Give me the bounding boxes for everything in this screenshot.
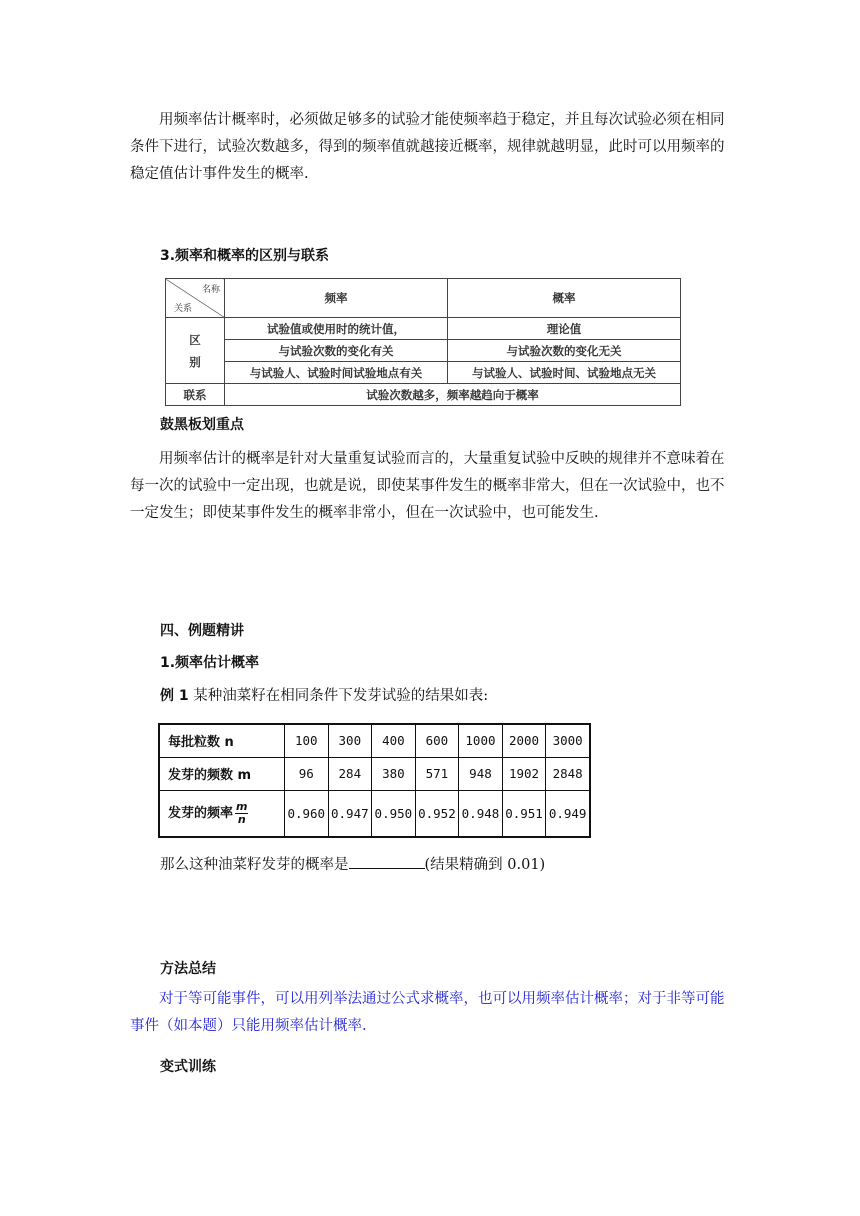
paragraph-frequency-estimate: 用频率估计概率时，必须做足够多的试验才能使频率趋于稳定，并且每次试验必须在相同条件下进行，试验次数越多，得到的频率值就越接近概率，规律就越明显，此时可以用频率的稳定值估计事件发生的概率. [130, 112, 725, 182]
question-prefix: 那么这种油菜籽发芽的概率是 [160, 857, 349, 873]
n-value: 2000 [502, 724, 546, 757]
subsection-1-title: 1.频率估计概率 [160, 655, 260, 671]
paragraph-large-trials: 用频率估计的概率是针对大量重复试验而言的，大量重复试验中反映的规律并不意味着在每一次的试验中一定出现，也就是说，即使某事件发生的概率非常大，但在一次试验中，也不一定发生；即使某事件发生的概率非常小，但在一次试验中，也可能发生. [130, 451, 725, 521]
example-1-text: 某种油菜籽在相同条件下发芽试验的结果如表: [193, 688, 489, 704]
n-value: 1000 [459, 724, 503, 757]
row-label-germination-frequency [159, 790, 285, 837]
m-value: 571 [415, 757, 459, 790]
m-value: 96 [285, 757, 329, 790]
relation-label: 联系 [166, 384, 225, 406]
freq-value: 0.947 [328, 790, 372, 837]
variant-training-title: 变式训练 [160, 1059, 216, 1075]
m-value: 1902 [502, 757, 546, 790]
diff-row-1-prob: 理论值 [448, 318, 681, 340]
m-value: 284 [328, 757, 372, 790]
freq-value: 0.949 [546, 790, 590, 837]
highlight-title: 鼓黑板划重点 [160, 417, 244, 433]
m-value: 2848 [546, 757, 590, 790]
fraction-denominator: n [237, 812, 246, 826]
corner-label-relation: 关系 [174, 304, 193, 314]
frequency-label-text: 发芽的频率 [168, 805, 234, 821]
freq-value: 0.948 [459, 790, 503, 837]
example-1 [160, 683, 760, 710]
question-line [160, 852, 760, 879]
row-label-batch-count: 每批粒数 n [159, 724, 285, 757]
n-value: 300 [328, 724, 372, 757]
section-4-title: 四、例题精讲 [160, 623, 244, 639]
table-corner-cell [166, 279, 225, 318]
freq-value: 0.951 [502, 790, 546, 837]
diff-row-3-freq: 与试验人、试验时间试验地点有关 [225, 362, 448, 384]
header-probability: 概率 [448, 279, 681, 318]
fraction-numerator: m [236, 799, 248, 813]
n-value: 400 [372, 724, 416, 757]
diff-row-3-prob: 与试验人、试验时间、试验地点无关 [448, 362, 681, 384]
answer-blank[interactable] [349, 854, 425, 869]
diff-row-2-prob: 与试验次数的变化无关 [448, 340, 681, 362]
diff-row-1-freq: 试验值或使用时的统计值， [225, 318, 448, 340]
example-1-label: 例 1 [160, 688, 189, 704]
freq-value: 0.952 [415, 790, 459, 837]
relation-text: 试验次数越多，频率越趋向于概率 [225, 384, 681, 406]
n-value: 3000 [546, 724, 590, 757]
n-value: 600 [415, 724, 459, 757]
fraction-m-over-n [235, 801, 248, 826]
row-label-germination-count: 发芽的频数 m [159, 757, 285, 790]
question-suffix: (结果精确到 0.01) [424, 857, 546, 873]
n-value: 100 [285, 724, 329, 757]
method-summary-text: 对于等可能事件，可以用列举法通过公式求概率，也可以用频率估计概率；对于非等可能事件（如本题）只能用频率估计概率. [130, 991, 725, 1034]
method-summary-title: 方法总结 [160, 961, 216, 977]
m-value: 380 [372, 757, 416, 790]
section-3-title: 3.频率和概率的区别与联系 [160, 248, 330, 264]
germination-results-table [158, 723, 591, 838]
corner-label-name: 名称 [201, 285, 220, 295]
header-frequency: 频率 [225, 279, 448, 318]
freq-value: 0.960 [285, 790, 329, 837]
difference-label: 区 别 [166, 318, 225, 384]
freq-value: 0.950 [372, 790, 416, 837]
diff-row-2-freq: 与试验次数的变化有关 [225, 340, 448, 362]
m-value: 948 [459, 757, 503, 790]
frequency-probability-comparison-table [165, 278, 681, 406]
